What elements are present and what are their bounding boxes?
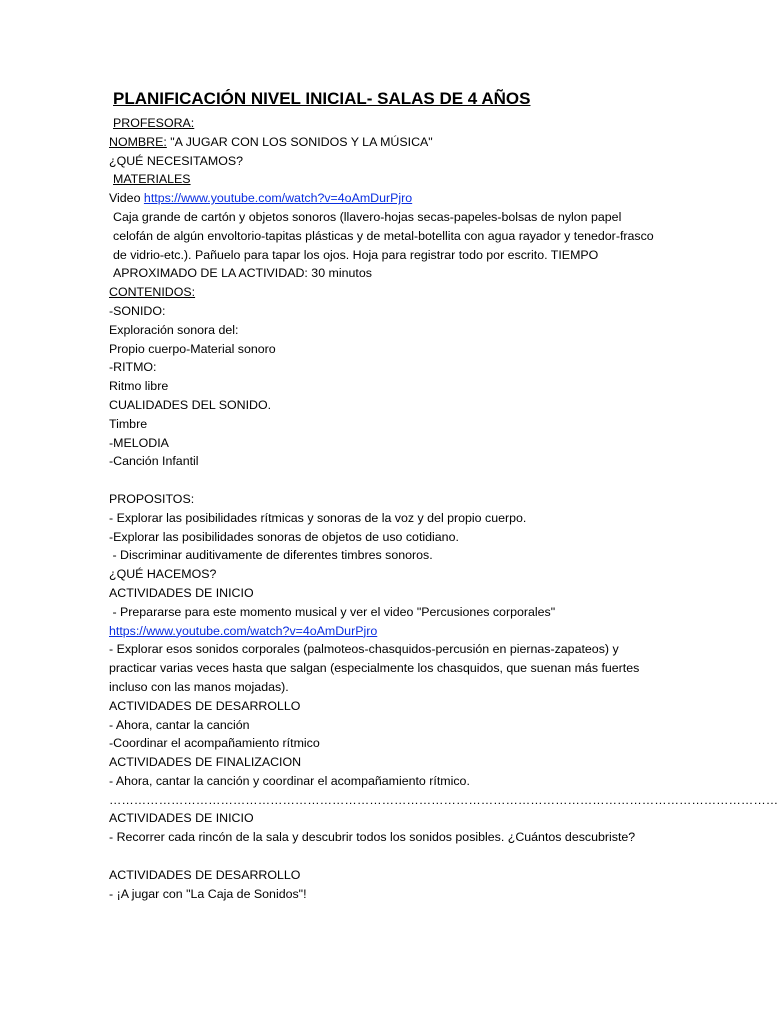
proposito-1: - Explorar las posibilidades rítmicas y sonoras de la voz y del propio cuerpo.	[109, 510, 527, 525]
inicio-1-text-2: - Explorar esos sonidos corporales (palmoteos-chasquidos-percusión en piernas-zapateos) y practicar varias veces hasta que salgan (especialmente los chasquidos, que suenan más fuertes incluso con las manos mojadas).	[109, 642, 640, 694]
spacer	[109, 471, 669, 490]
sonido-heading: -SONIDO:	[109, 303, 166, 318]
document-title: PLANIFICACIÓN NIVEL INICIAL- SALAS DE 4 AÑOS	[113, 89, 531, 108]
propio-cuerpo-text: Propio cuerpo-Material sonoro	[109, 341, 276, 356]
video-link[interactable]: https://www.youtube.com/watch?v=4oAmDurPjro	[143, 191, 413, 206]
que-hacemos-heading: ¿QUÉ HACEMOS?	[109, 567, 217, 582]
document-page	[109, 88, 778, 903]
video-label: Video	[109, 191, 144, 206]
ritmo-heading: -RITMO:	[109, 360, 157, 375]
inicio-1-text: - Prepararse para este momento musical y ver el video "Percusiones corporales"	[109, 604, 556, 619]
ritmo-libre-text: Ritmo libre	[109, 379, 169, 394]
timbre-text: Timbre	[109, 416, 148, 431]
cualidades-heading: CUALIDADES DEL SONIDO.	[109, 397, 272, 412]
proposito-2: -Explorar las posibilidades sonoras de objetos de uso cotidiano.	[109, 529, 459, 544]
profesora-label: PROFESORA:	[113, 116, 195, 130]
separator-line: ………………………………………………………………………………………………………………………………………………	[109, 792, 778, 807]
actividades-inicio-heading-1: ACTIVIDADES DE INICIO	[109, 585, 254, 600]
inicio-1-link[interactable]: https://www.youtube.com/watch?v=4oAmDurPjro	[109, 623, 378, 638]
actividades-inicio-heading-2: ACTIVIDADES DE INICIO	[109, 811, 254, 826]
actividades-desarrollo-heading-1: ACTIVIDADES DE DESARROLLO	[109, 698, 301, 713]
finalizacion-text: - Ahora, cantar la canción y coordinar el acompañamiento rítmico.	[109, 773, 470, 788]
materiales-text: Caja grande de cartón y objetos sonoros (llavero-hojas secas-papeles-bolsas de nylon papel celofán de algún envoltorio-tapitas plásticas y de metal-botellita con agua rayador y tenedor-frasco de vidrio-etc.). Pañuelo para tapar los ojos. Hoja para registrar todo por escrito. TIEMPO APROXIMADO DE LA ACTIVIDAD: 30 minutos	[113, 209, 654, 281]
desarrollo-2-text: - ¡A jugar con "La Caja de Sonidos"!	[109, 886, 307, 901]
desarrollo-1-b: -Coordinar el acompañamiento rítmico	[109, 736, 320, 751]
spacer	[109, 847, 669, 866]
nombre-value: "A JUGAR CON LOS SONIDOS Y LA MÚSICA"	[166, 134, 433, 149]
propositos-heading: PROPOSITOS:	[109, 491, 195, 506]
actividades-desarrollo-heading-2: ACTIVIDADES DE DESARROLLO	[109, 867, 301, 882]
desarrollo-1-a: - Ahora, cantar la canción	[109, 717, 250, 732]
exploracion-text: Exploración sonora del:	[109, 322, 239, 337]
inicio-2-text: - Recorrer cada rincón de la sala y descubrir todos los sonidos posibles. ¿Cuántos descubriste?	[109, 830, 636, 845]
materiales-heading: MATERIALES	[113, 172, 191, 187]
actividades-finalizacion-heading: ACTIVIDADES DE FINALIZACION	[109, 755, 302, 770]
que-necesitamos-heading: ¿QUÉ NECESITAMOS?	[109, 153, 244, 168]
contenidos-heading: CONTENIDOS:	[109, 285, 196, 300]
proposito-3: - Discriminar auditivamente de diferentes timbres sonoros.	[109, 548, 433, 563]
nombre-label: NOMBRE:	[109, 134, 167, 149]
melodia-heading: -MELODIA	[109, 435, 169, 450]
cancion-infantil-text: -Canción Infantil	[109, 454, 199, 469]
